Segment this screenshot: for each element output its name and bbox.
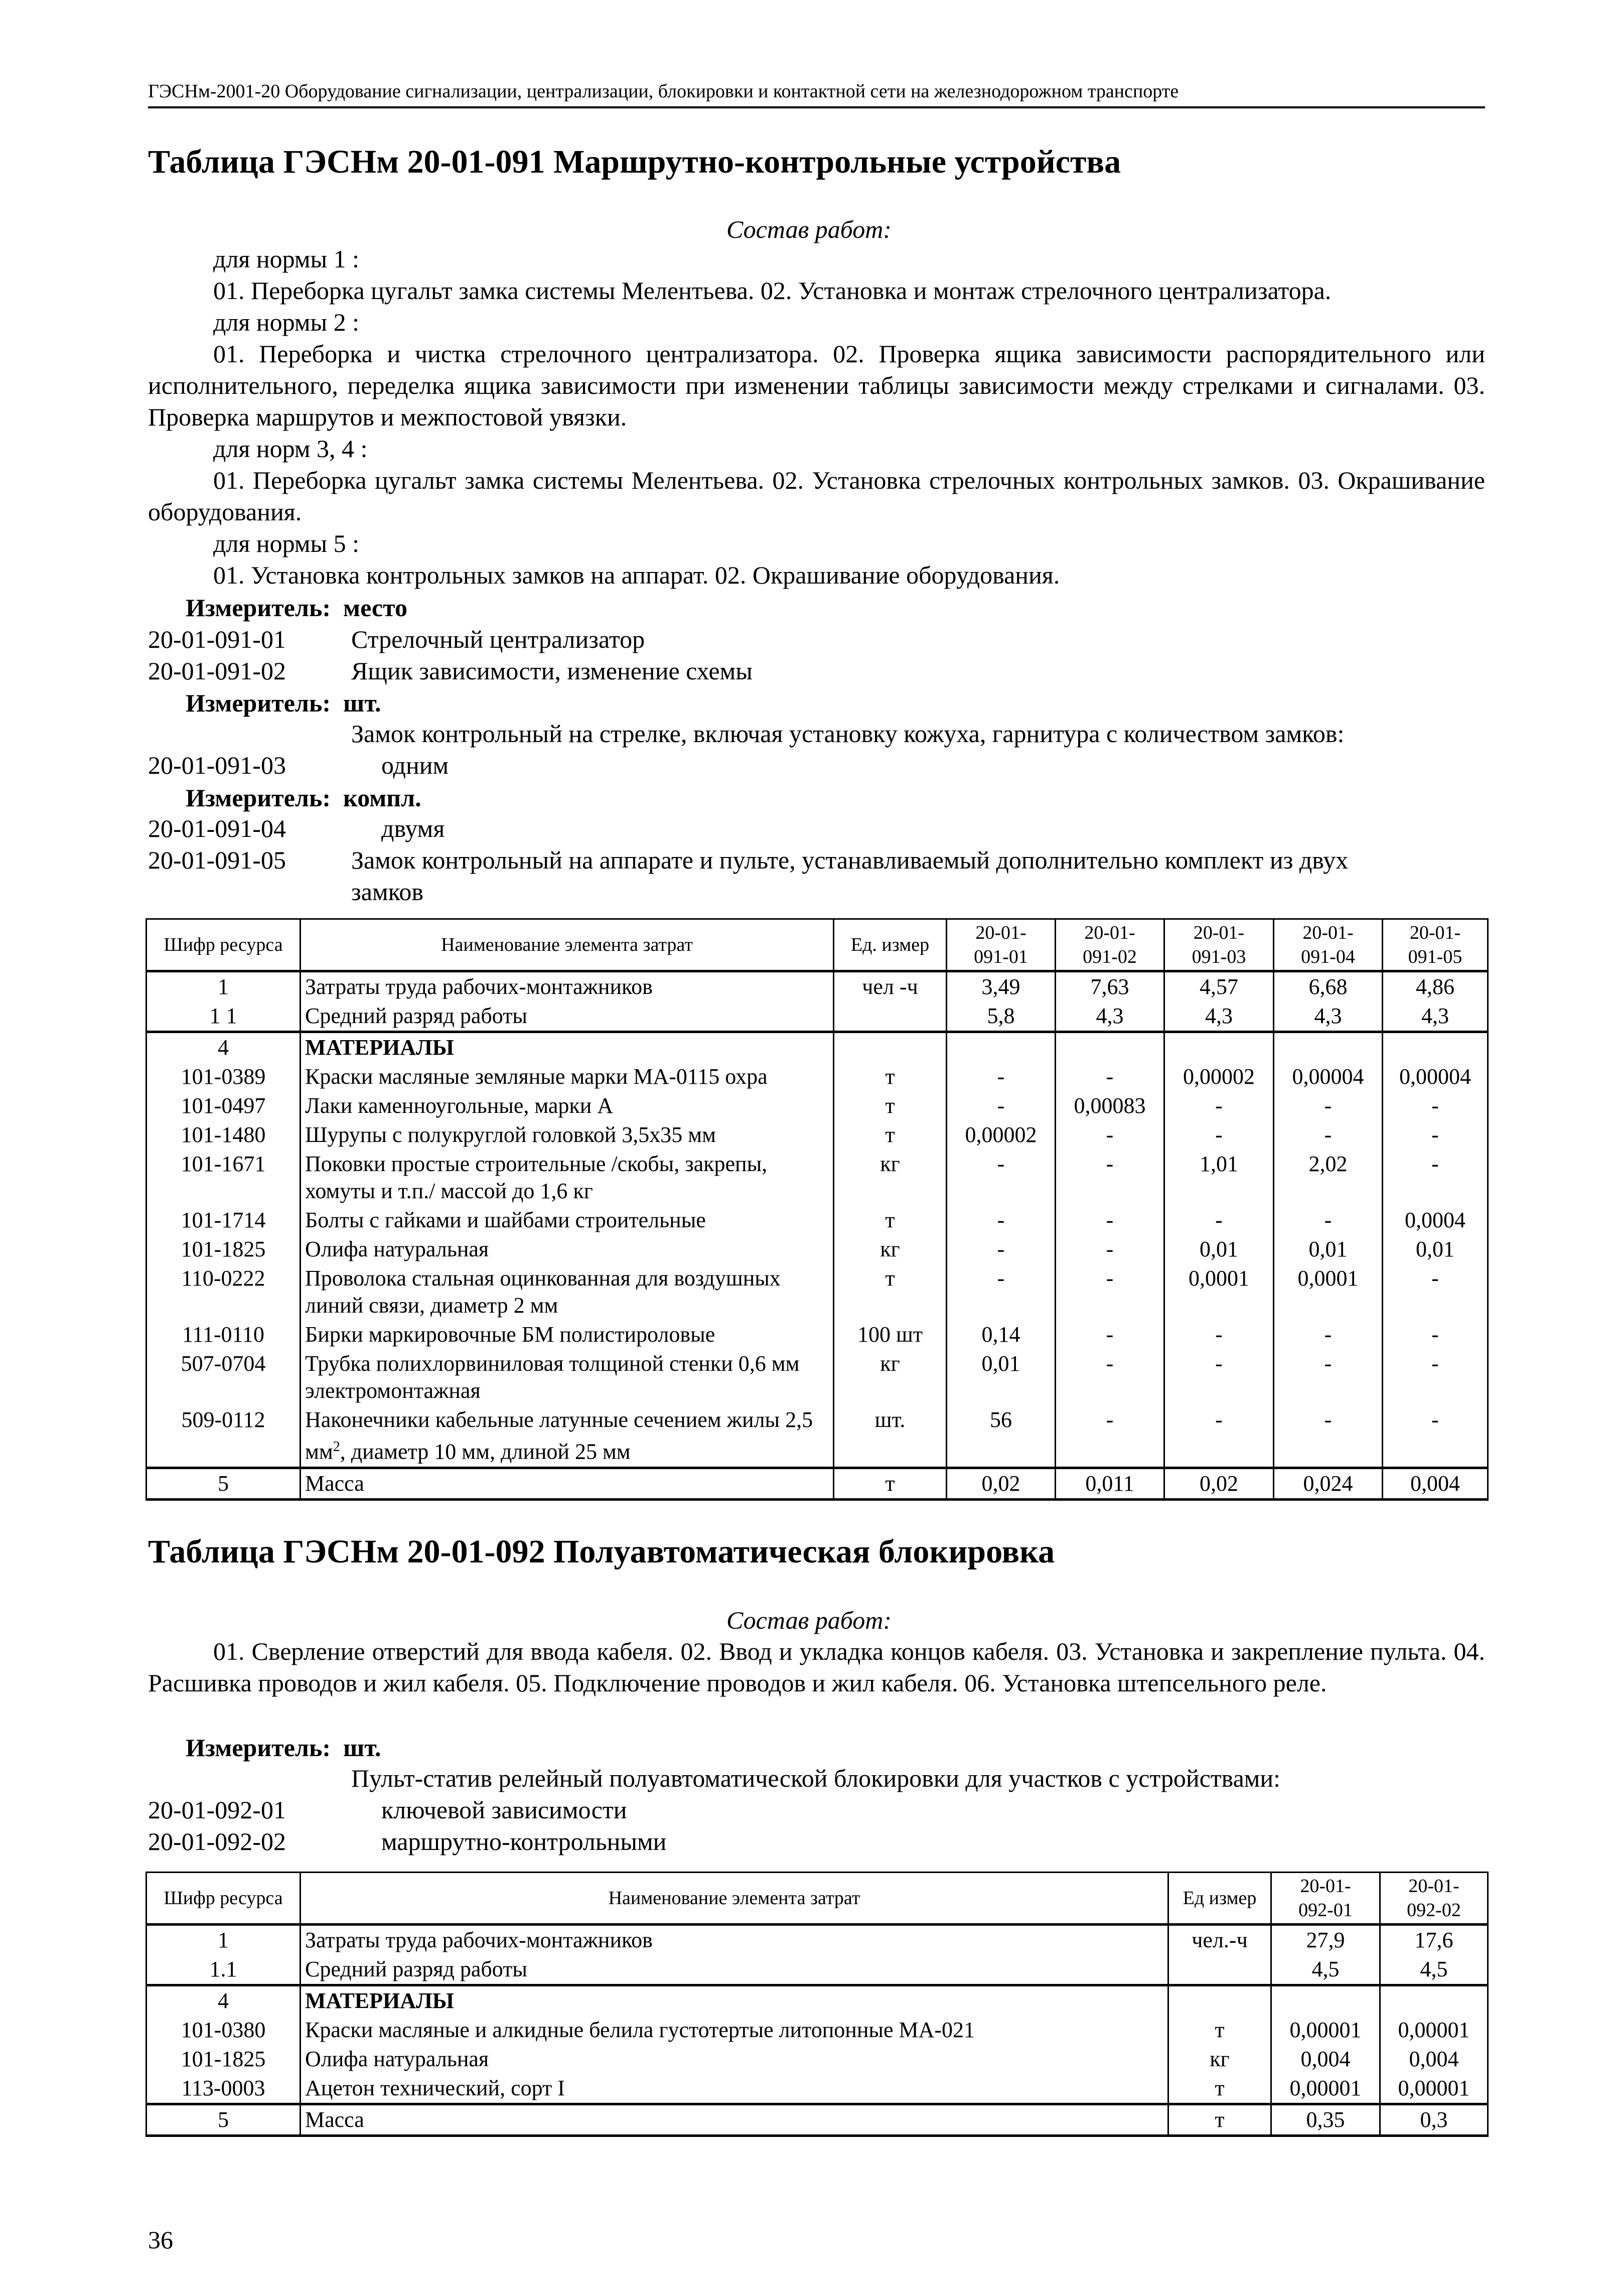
norm5-label: для нормы 5 : xyxy=(213,529,360,557)
value-cell: 4,3 xyxy=(1164,1001,1274,1032)
resource-name: Лаки каменноугольные, марки А xyxy=(305,1093,614,1118)
resource-code-cell: 1 xyxy=(146,971,301,1002)
value-cell: 0,004 xyxy=(1383,1468,1488,1499)
unit-cell: кг xyxy=(834,1150,947,1206)
table-row xyxy=(146,1349,1488,1405)
value-cell: - xyxy=(1056,1264,1164,1320)
value-cell: 1,01 xyxy=(1164,1150,1274,1206)
table-row xyxy=(146,2045,1488,2074)
resource-name: Шурупы с полукруглой головкой 3,5x35 мм xyxy=(305,1122,716,1147)
value-cell: 0,00002 xyxy=(1164,1062,1274,1091)
norm1-body: 01. Переборка цугальт замка системы Мелентьева. 02. Установка и монтаж стрелочного централизатора. xyxy=(213,276,1332,305)
resource-name: Трубка полихлорвиниловая толщиной стенки 0,6 мм электромонтажная xyxy=(305,1351,800,1403)
value-cell xyxy=(1056,1032,1164,1063)
value-cell: 0,011 xyxy=(1056,1468,1164,1499)
norm2-body: 01. Переборка и чистка стрелочного централизатора. 02. Проверка ящика зависимости распорядительного или исполнительного, переделка ящика зависимости при изменении таблицы зависимости между стрелками и сигналами. 03. Проверка маршрутов и межпостовой увязки. xyxy=(148,340,1485,431)
desc-091-01: Стрелочный централизатор xyxy=(351,625,645,653)
norm34-text xyxy=(148,465,1485,528)
code-091-04: 20-01-091-04 xyxy=(148,814,286,842)
unit-cell: т xyxy=(834,1091,947,1120)
resource-table-092 xyxy=(145,1872,1489,2137)
value-cell: - xyxy=(1056,1062,1164,1091)
resource-name-cell xyxy=(301,2074,1168,2104)
page-number: 36 xyxy=(148,2226,173,2254)
resource-code-cell: 509-0112 xyxy=(146,1405,301,1468)
table-row xyxy=(146,2104,1488,2136)
desc-091-05-line1: Замок контрольный на аппарате и пульте, устанавливаемый дополнительно комплект из двух xyxy=(351,846,1349,874)
col-header-unit: Ед. измер xyxy=(834,919,947,971)
unit-cell: чел.-ч xyxy=(1168,1925,1271,1955)
table-row xyxy=(146,1001,1488,1032)
unit-cell: кг xyxy=(1168,2045,1271,2074)
resource-name-cell xyxy=(301,1468,834,1499)
table-row xyxy=(146,971,1488,1002)
resource-name-superscript: 2 xyxy=(333,1439,340,1455)
work-caption-091: Состав работ: xyxy=(726,215,892,243)
resource-code-cell: 101-1671 xyxy=(146,1150,301,1206)
col-header-norm: 20-01- 092-02 xyxy=(1380,1873,1488,1925)
value-cell: - xyxy=(1383,1150,1488,1206)
work-body-092: 01. Сверление отверстий для ввода кабеля. 02. Ввод и укладка концов кабеля. 03. Установка и закрепление пульта. 04. Расшивка проводов и жил кабеля. 05. Подключение проводов и жил кабеля. 06. Установка штепсельного реле. xyxy=(148,1637,1485,1697)
table-092-title: Таблица ГЭСНм 20-01-092 Полуавтоматическая блокировка xyxy=(148,1533,1055,1570)
value-cell: - xyxy=(1164,1320,1274,1349)
col-header-norm: 20-01- 091-05 xyxy=(1383,919,1488,971)
value-cell: 0,00002 xyxy=(947,1120,1056,1150)
resource-name-cell xyxy=(301,971,834,1002)
unit-cell: кг xyxy=(834,1235,947,1264)
norm34-label: для норм 3, 4 : xyxy=(213,435,368,463)
value-cell xyxy=(1380,1985,1488,2016)
col-header-name: Наименование элемента затрат xyxy=(301,919,834,971)
table-row xyxy=(146,1032,1488,1063)
value-cell: 0,0004 xyxy=(1383,1206,1488,1235)
resource-code-cell: 101-1714 xyxy=(146,1206,301,1235)
resource-name: Средний разряд работы xyxy=(305,1957,527,1981)
col-header-code: Шифр ресурса xyxy=(146,919,301,971)
value-cell: - xyxy=(947,1235,1056,1264)
resource-name-cell xyxy=(301,1235,834,1264)
value-cell: 4,3 xyxy=(1383,1001,1488,1032)
resource-code-cell: 5 xyxy=(146,2104,301,2136)
col-header-norm: 20-01- 091-04 xyxy=(1274,919,1383,971)
table-row xyxy=(146,1955,1488,1985)
lock-intro: Замок контрольный на стрелке, включая установку кожуха, гарнитура с количеством замков: xyxy=(351,720,1345,748)
table-row xyxy=(146,1320,1488,1349)
unit-cell: 100 шт xyxy=(834,1320,947,1349)
value-cell: - xyxy=(947,1062,1056,1091)
value-cell: 5,8 xyxy=(947,1001,1056,1032)
resource-code-cell: 4 xyxy=(146,1032,301,1063)
value-cell: 0,00001 xyxy=(1271,2016,1380,2045)
desc-091-05-line2: замков xyxy=(351,878,423,906)
resource-code-cell: 101-1480 xyxy=(146,1120,301,1150)
measure-label: Измеритель: xyxy=(186,689,331,717)
resource-name: Ацетон технический, сорт I xyxy=(305,2076,565,2100)
resource-code-cell: 111-0110 xyxy=(146,1320,301,1349)
value-cell: 0,0001 xyxy=(1274,1264,1383,1320)
value-cell: 0,0001 xyxy=(1164,1264,1274,1320)
measure-091-3 xyxy=(186,782,421,814)
resource-name-cell xyxy=(301,2104,1168,2136)
resource-name: Масса xyxy=(305,2107,364,2132)
resource-name-cell xyxy=(301,1120,834,1150)
resource-name-cell xyxy=(301,1032,834,1063)
resource-code-cell: 101-0389 xyxy=(146,1062,301,1091)
value-cell: - xyxy=(1274,1120,1383,1150)
value-cell: 4,86 xyxy=(1383,971,1488,1002)
value-cell: 0,004 xyxy=(1271,2045,1380,2074)
resource-name-cell xyxy=(301,1925,1168,1955)
value-cell: 0,004 xyxy=(1380,2045,1488,2074)
value-cell: 27,9 xyxy=(1271,1925,1380,1955)
value-cell xyxy=(1274,1032,1383,1063)
col-header-norm: 20-01- 091-01 xyxy=(947,919,1056,971)
desc-091-04: двумя xyxy=(381,814,445,842)
value-cell: - xyxy=(1383,1349,1488,1405)
measure-label: Измеритель: xyxy=(186,594,331,622)
value-cell: 56 xyxy=(947,1405,1056,1468)
resource-name-cell xyxy=(301,2045,1168,2074)
value-cell: - xyxy=(1383,1320,1488,1349)
resource-name-cell xyxy=(301,1985,1168,2016)
value-cell: - xyxy=(947,1206,1056,1235)
unit-cell: т xyxy=(834,1062,947,1091)
table-row xyxy=(146,1206,1488,1235)
table-row xyxy=(146,1264,1488,1320)
unit-cell: т xyxy=(834,1264,947,1320)
resource-name-cell xyxy=(301,2016,1168,2045)
unit-cell: т xyxy=(1168,2016,1271,2045)
unit-cell: кг xyxy=(834,1349,947,1405)
code-091-02: 20-01-091-02 xyxy=(148,657,286,685)
value-cell: - xyxy=(1164,1349,1274,1405)
value-cell xyxy=(947,1032,1056,1063)
resource-name-cell xyxy=(301,1150,834,1206)
col-header-norm: 20-01- 092-01 xyxy=(1271,1873,1380,1925)
value-cell: 4,5 xyxy=(1271,1955,1380,1985)
value-cell xyxy=(1164,1032,1274,1063)
running-header: ГЭСНм-2001-20 Оборудование сигнализации, централизации, блокировки и контактной сети на железнодорожном транспорте xyxy=(148,80,1485,108)
value-cell: - xyxy=(1383,1120,1488,1150)
resource-name-cell xyxy=(301,1349,834,1405)
measure-091-2 xyxy=(186,687,381,719)
norm2-text xyxy=(148,338,1485,433)
norm5-body: 01. Установка контрольных замков на аппарат. 02. Окрашивание оборудования. xyxy=(213,561,1060,589)
resource-name: Масса xyxy=(305,1471,364,1496)
value-cell: 0,00004 xyxy=(1274,1062,1383,1091)
unit-cell xyxy=(834,1001,947,1032)
resource-name: Бирки маркировочные БМ полистироловые xyxy=(305,1322,715,1347)
value-cell: - xyxy=(1164,1206,1274,1235)
resource-code-cell: 101-0380 xyxy=(146,2016,301,2045)
unit-cell: т xyxy=(1168,2104,1271,2136)
table-row xyxy=(146,1405,1488,1468)
resource-code-cell: 101-0497 xyxy=(146,1091,301,1120)
value-cell: 0,01 xyxy=(1274,1235,1383,1264)
resource-name-cell xyxy=(301,1001,834,1032)
value-cell: 6,68 xyxy=(1274,971,1383,1002)
col-header-unit: Ед измер xyxy=(1168,1873,1271,1925)
value-cell: 4,57 xyxy=(1164,971,1274,1002)
resource-name: Затраты труда рабочих-монтажников xyxy=(305,974,653,999)
unit-cell: т xyxy=(834,1468,947,1499)
table-row xyxy=(146,1985,1488,2016)
resource-name-cell xyxy=(301,1405,834,1468)
desc-091-03: одним xyxy=(381,751,449,779)
value-cell: - xyxy=(1056,1405,1164,1468)
resource-name-cell xyxy=(301,1062,834,1091)
resource-code-cell: 5 xyxy=(146,1468,301,1499)
value-cell: - xyxy=(1056,1120,1164,1150)
resource-name: Олифа натуральная xyxy=(305,2047,489,2071)
value-cell: - xyxy=(1274,1405,1383,1468)
table-row xyxy=(146,1925,1488,1955)
norm34-body: 01. Переборка цугальт замка системы Мелентьева. 02. Установка стрелочных контрольных замков. 03. Окрашивание оборудования. xyxy=(148,466,1485,526)
resource-code-cell: 101-1825 xyxy=(146,2045,301,2074)
resource-code-cell: 101-1825 xyxy=(146,1235,301,1264)
resource-name-cell xyxy=(301,1206,834,1235)
value-cell: 0,01 xyxy=(1164,1235,1274,1264)
value-cell: 0,02 xyxy=(1164,1468,1274,1499)
table-row xyxy=(146,1062,1488,1091)
value-cell: 0,00001 xyxy=(1380,2074,1488,2104)
value-cell: - xyxy=(1274,1091,1383,1120)
resource-name-cell xyxy=(301,1091,834,1120)
table-header-row xyxy=(146,919,1488,971)
code-091-03: 20-01-091-03 xyxy=(148,751,286,779)
resource-code-cell: 4 xyxy=(146,1985,301,2016)
table-row xyxy=(146,2016,1488,2045)
value-cell: - xyxy=(1056,1206,1164,1235)
measure-unit: шт. xyxy=(343,689,381,717)
desc-092-01: ключевой зависимости xyxy=(381,1796,627,1824)
value-cell: 0,3 xyxy=(1380,2104,1488,2136)
resource-name-cell xyxy=(301,1264,834,1320)
unit-cell: т xyxy=(1168,2074,1271,2104)
resource-name: МАТЕРИАЛЫ xyxy=(305,1035,454,1060)
measure-label: Измеритель: xyxy=(186,784,331,812)
value-cell: 0,024 xyxy=(1274,1468,1383,1499)
measure-unit: место xyxy=(343,594,408,622)
resource-code-cell: 1 1 xyxy=(146,1001,301,1032)
unit-cell: т xyxy=(834,1120,947,1150)
resource-name-part: , диаметр 10 мм, длиной 25 мм xyxy=(340,1439,631,1464)
value-cell: - xyxy=(1164,1120,1274,1150)
resource-name: Краски масляные и алкидные белила густотертые литопонные МА-021 xyxy=(305,2018,975,2042)
value-cell: 0,35 xyxy=(1271,2104,1380,2136)
value-cell: 2,02 xyxy=(1274,1150,1383,1206)
value-cell xyxy=(1271,1985,1380,2016)
value-cell: 0,14 xyxy=(947,1320,1056,1349)
resource-name-cell xyxy=(301,1320,834,1349)
value-cell: 4,3 xyxy=(1274,1001,1383,1032)
resource-name: Затраты труда рабочих-монтажников xyxy=(305,1928,653,1952)
intro-092: Пульт-статив релейный полуавтоматической блокировки для участков с устройствами: xyxy=(351,1764,1281,1792)
value-cell: 4,5 xyxy=(1380,1955,1488,1985)
code-091-05: 20-01-091-05 xyxy=(148,846,286,874)
measure-unit: компл. xyxy=(343,784,421,812)
value-cell: 0,02 xyxy=(947,1468,1056,1499)
value-cell: 7,63 xyxy=(1056,971,1164,1002)
resource-name: Олифа натуральная xyxy=(305,1237,489,1261)
code-092-01: 20-01-092-01 xyxy=(148,1796,286,1824)
value-cell: 17,6 xyxy=(1380,1925,1488,1955)
value-cell: 0,01 xyxy=(1383,1235,1488,1264)
value-cell: - xyxy=(1274,1206,1383,1235)
value-cell: 3,49 xyxy=(947,971,1056,1002)
resource-code-cell: 1 xyxy=(146,1925,301,1955)
value-cell: - xyxy=(1274,1320,1383,1349)
unit-cell: шт. xyxy=(834,1405,947,1468)
resource-name: МАТЕРИАЛЫ xyxy=(305,1988,454,2013)
measure-091-1 xyxy=(186,592,407,624)
value-cell: 0,01 xyxy=(947,1349,1056,1405)
resource-table-091 xyxy=(145,918,1489,1501)
value-cell: - xyxy=(1056,1349,1164,1405)
unit-cell: т xyxy=(834,1206,947,1235)
work-text-092 xyxy=(148,1636,1485,1699)
value-cell: - xyxy=(1383,1405,1488,1468)
resource-name-cell xyxy=(301,1955,1168,1985)
resource-name-part: Наконечники кабельные латунные сечением жилы 2,5 мм xyxy=(305,1407,813,1464)
value-cell: - xyxy=(1056,1235,1164,1264)
resource-code-cell: 507-0704 xyxy=(146,1349,301,1405)
work-caption-092: Состав работ: xyxy=(726,1606,892,1634)
unit-cell xyxy=(1168,1985,1271,2016)
resource-name: Проволока стальная оцинкованная для воздушных линий связи, диаметр 2 мм xyxy=(305,1266,781,1318)
measure-092 xyxy=(186,1732,381,1764)
value-cell: - xyxy=(1056,1150,1164,1206)
unit-cell xyxy=(834,1032,947,1063)
value-cell: - xyxy=(947,1091,1056,1120)
value-cell: - xyxy=(947,1150,1056,1206)
table-row xyxy=(146,2074,1488,2104)
value-cell: - xyxy=(1056,1320,1164,1349)
norm1-label: для нормы 1 : xyxy=(213,245,360,273)
desc-092-02: маршрутно-контрольными xyxy=(381,1827,667,1855)
resource-name: Поковки простые строительные /скобы, закрепы, хомуты и т.п./ массой до 1,6 кг xyxy=(305,1152,768,1203)
table-row xyxy=(146,1150,1488,1206)
measure-label: Измеритель: xyxy=(186,1734,331,1762)
table-row xyxy=(146,1091,1488,1120)
resource-code-cell: 113-0003 xyxy=(146,2074,301,2104)
table-row xyxy=(146,1120,1488,1150)
value-cell: 4,3 xyxy=(1056,1001,1164,1032)
value-cell xyxy=(1383,1032,1488,1063)
value-cell: - xyxy=(1274,1349,1383,1405)
value-cell: - xyxy=(1164,1405,1274,1468)
value-cell: 0,00001 xyxy=(1380,2016,1488,2045)
norm1-text xyxy=(148,275,1485,307)
resource-code-cell: 110-0222 xyxy=(146,1264,301,1320)
norm5-text xyxy=(148,559,1485,591)
value-cell: 0,00001 xyxy=(1271,2074,1380,2104)
unit-cell xyxy=(1168,1955,1271,1985)
col-header-norm: 20-01- 091-03 xyxy=(1164,919,1274,971)
unit-cell: чел -ч xyxy=(834,971,947,1002)
table-row xyxy=(146,1468,1488,1499)
resource-name: Болты с гайками и шайбами строительные xyxy=(305,1208,706,1232)
table-row xyxy=(146,1235,1488,1264)
value-cell: - xyxy=(1164,1091,1274,1120)
col-header-norm: 20-01- 091-02 xyxy=(1056,919,1164,971)
value-cell: - xyxy=(1383,1091,1488,1120)
norm2-label: для нормы 2 : xyxy=(213,308,360,336)
code-092-02: 20-01-092-02 xyxy=(148,1827,286,1855)
code-091-01: 20-01-091-01 xyxy=(148,625,286,653)
desc-091-02: Ящик зависимости, изменение схемы xyxy=(351,657,753,685)
table-header-row xyxy=(146,1873,1488,1925)
resource-name: Средний разряд работы xyxy=(305,1003,527,1028)
value-cell: - xyxy=(1383,1264,1488,1320)
value-cell: - xyxy=(947,1264,1056,1320)
col-header-code: Шифр ресурса xyxy=(146,1873,301,1925)
measure-unit: шт. xyxy=(343,1734,381,1762)
col-header-name: Наименование элемента затрат xyxy=(301,1873,1168,1925)
resource-code-cell: 1.1 xyxy=(146,1955,301,1985)
table-091-title: Таблица ГЭСНм 20-01-091 Маршрутно-контрольные устройства xyxy=(148,144,1121,180)
value-cell: 0,00004 xyxy=(1383,1062,1488,1091)
resource-name: Краски масляные земляные марки МА-0115 охра xyxy=(305,1064,768,1089)
value-cell: 0,00083 xyxy=(1056,1091,1164,1120)
